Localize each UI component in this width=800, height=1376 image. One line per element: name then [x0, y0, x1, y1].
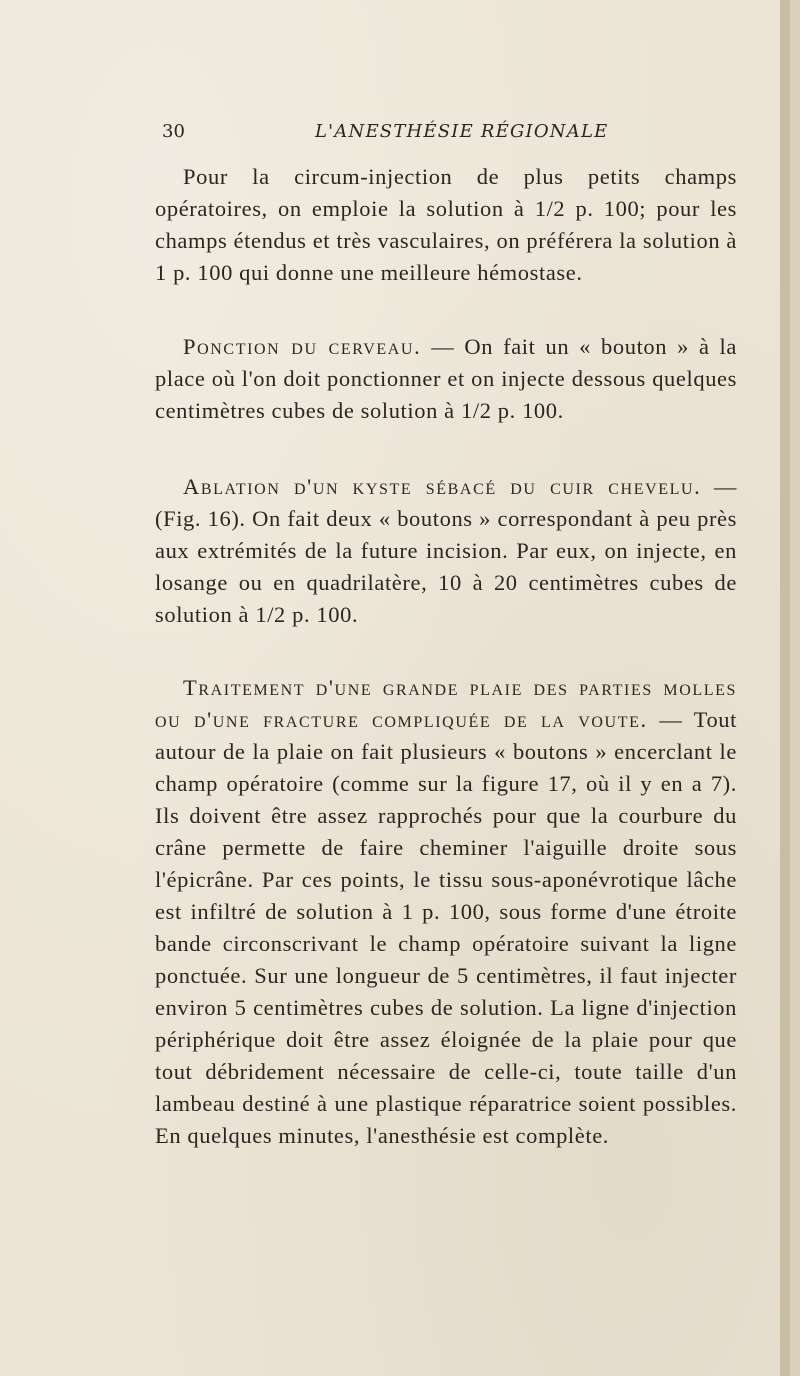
paragraph-text: — (Fig. 16). On fait deux « boutons » correspondant à peu près aux extrémités de la future incision. Par eux, on injecte, en losange ou en quadrilatère, 10 à 20 centimètres cubes de solution à 1/2 p. 100.	[155, 474, 737, 627]
paragraph-ponction-cerveau	[155, 331, 737, 427]
paragraph-circum-injection	[155, 161, 737, 289]
section-heading: Ponction du cerveau.	[183, 334, 422, 359]
paragraph-ablation-kyste	[155, 471, 737, 631]
page-edge	[780, 0, 790, 1376]
page-number: 30	[162, 121, 185, 142]
running-title: L'ANESTHÉSIE RÉGIONALE	[315, 121, 609, 142]
section-heading: Ablation d'un kyste sébacé du cuir chevelu.	[183, 474, 702, 499]
paragraph-text: — On fait un « bouton » à la place où l'on doit ponctionner et on injecte dessous quelques centimètres cubes de solution à 1/2 p. 100.	[155, 334, 737, 423]
paragraph-text: Pour la circum-injection de plus petits champs opératoires, on emploie la solution à 1/2 p. 100; pour les champs étendus et très vasculaires, on préférera la solution à 1 p. 100 qui donne une meilleure hémostase.	[155, 164, 737, 285]
paragraph-text: — Tout autour de la plaie on fait plusieurs « boutons » encerclant le champ opératoire (comme sur la figure 17, où il y en a 7). Ils doivent être assez rapprochés pour que la courbure du crâne permette de faire cheminer l'aiguille droite sous l'épicrâne. Par ces points, le tissu sous-aponévrotique lâche est infiltré de solution à 1 p. 100, sous forme d'une étroite bande circonscrivant le champ opératoire suivant la ligne ponctuée. Sur une longueur de 5 centimètres, il faut injecter environ 5 centimètres cubes de solution. La ligne d'injection périphérique doit être assez éloignée de la plaie pour que tout débridement nécessaire de celle-ci, toute taille d'un lambeau destiné à une plastique réparatrice soient possibles. En quelques minutes, l'anesthésie est complète.	[155, 707, 738, 1148]
section-heading: Traitement d'une grande plaie des parties molles ou d'une fracture compliquée de la voute.	[155, 675, 737, 732]
paragraph-traitement-plaie	[155, 672, 737, 1152]
page-header	[162, 121, 737, 147]
